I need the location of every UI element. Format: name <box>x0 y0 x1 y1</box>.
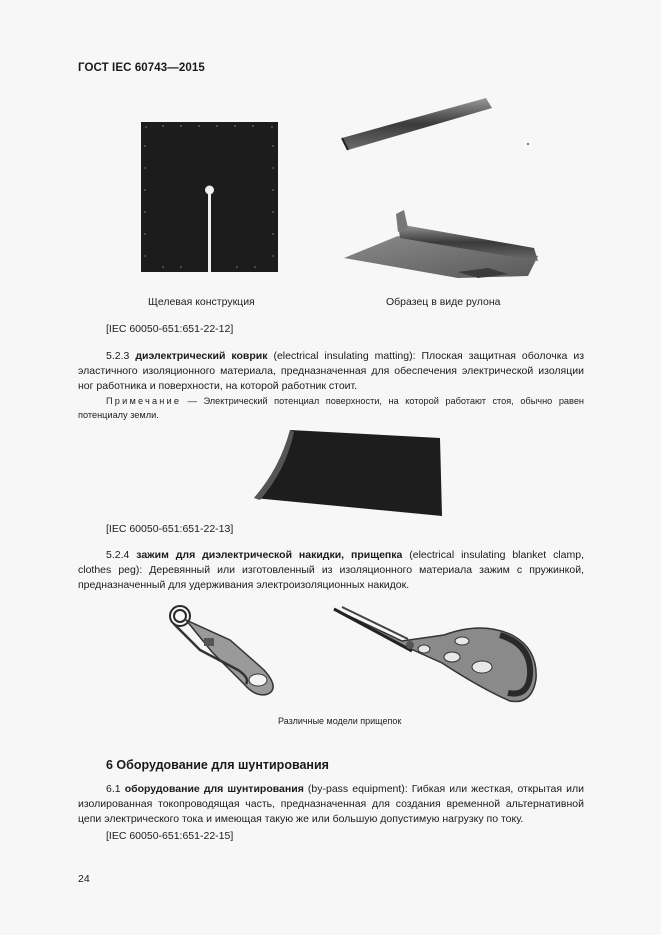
clause-definition: (electrical insulating matting): Плоская защитная оболочка из эластичного изоляционного материала, предназначенная для обеспечения электрической изоляции ног работника и поверхности, на которой работник стоит. <box>78 350 585 392</box>
note-label: Примечание <box>106 396 182 406</box>
clause-number: 5.2.3 <box>106 350 130 362</box>
clause-number: 6.1 <box>106 783 121 795</box>
slit-blanket-image <box>141 122 278 272</box>
clause-number: 5.2.4 <box>106 549 130 561</box>
clothes-peg-large-image <box>332 605 538 711</box>
term-blanket-clamp: зажим для диэлектрической накидки, прищепка <box>136 549 403 561</box>
note-5-2-3 <box>78 394 584 422</box>
reference-iec-2: [IEC 60050-651:651-22-13] <box>106 523 234 535</box>
clothes-peg-small-image <box>160 600 288 700</box>
rolled-blanket-image <box>338 96 548 286</box>
caption-roll-sample: Образец в виде рулона <box>386 296 501 308</box>
document-header: ГОСТ IEC 60743—2015 <box>78 62 205 74</box>
caption-slit-design: Щелевая конструкция <box>148 296 255 308</box>
page-number: 24 <box>78 873 90 885</box>
insulating-matting-image <box>250 428 446 520</box>
term-bypass-equipment: оборудование для шунтирования <box>124 783 304 795</box>
caption-clothes-pegs: Различные модели прищепок <box>278 716 402 726</box>
clause-6-1 <box>78 782 584 827</box>
clause-5-2-4 <box>78 548 584 593</box>
reference-iec-1: [IEC 60050-651:651-22-12] <box>106 323 234 335</box>
clause-definition: (by-pass equipment): Гибкая или жесткая, открытая или изолированная токопроводящая часть, предназначенная для создания временной альтернативной цепи электрического тока и имеющая такую же или большую допустимую нагрузку по току. <box>78 783 585 825</box>
section-6-title: 6 Оборудование для шунтирования <box>106 758 329 772</box>
reference-iec-3: [IEC 60050-651:651-22-15] <box>106 830 234 842</box>
clause-5-2-3 <box>78 349 584 394</box>
note-text: — Электрический потенциал поверхности, на которой работают стоя, обычно равен потенциалу земли. <box>78 396 585 420</box>
term-insulating-matting: диэлектрический коврик <box>135 350 268 362</box>
clause-definition: (electrical insulating blanket clamp, clothes peg): Деревянный или изготовленный из изоляционного материала зажим с пружинкой, предназначенный для удерживания электроизоляционных накидок. <box>78 549 585 591</box>
